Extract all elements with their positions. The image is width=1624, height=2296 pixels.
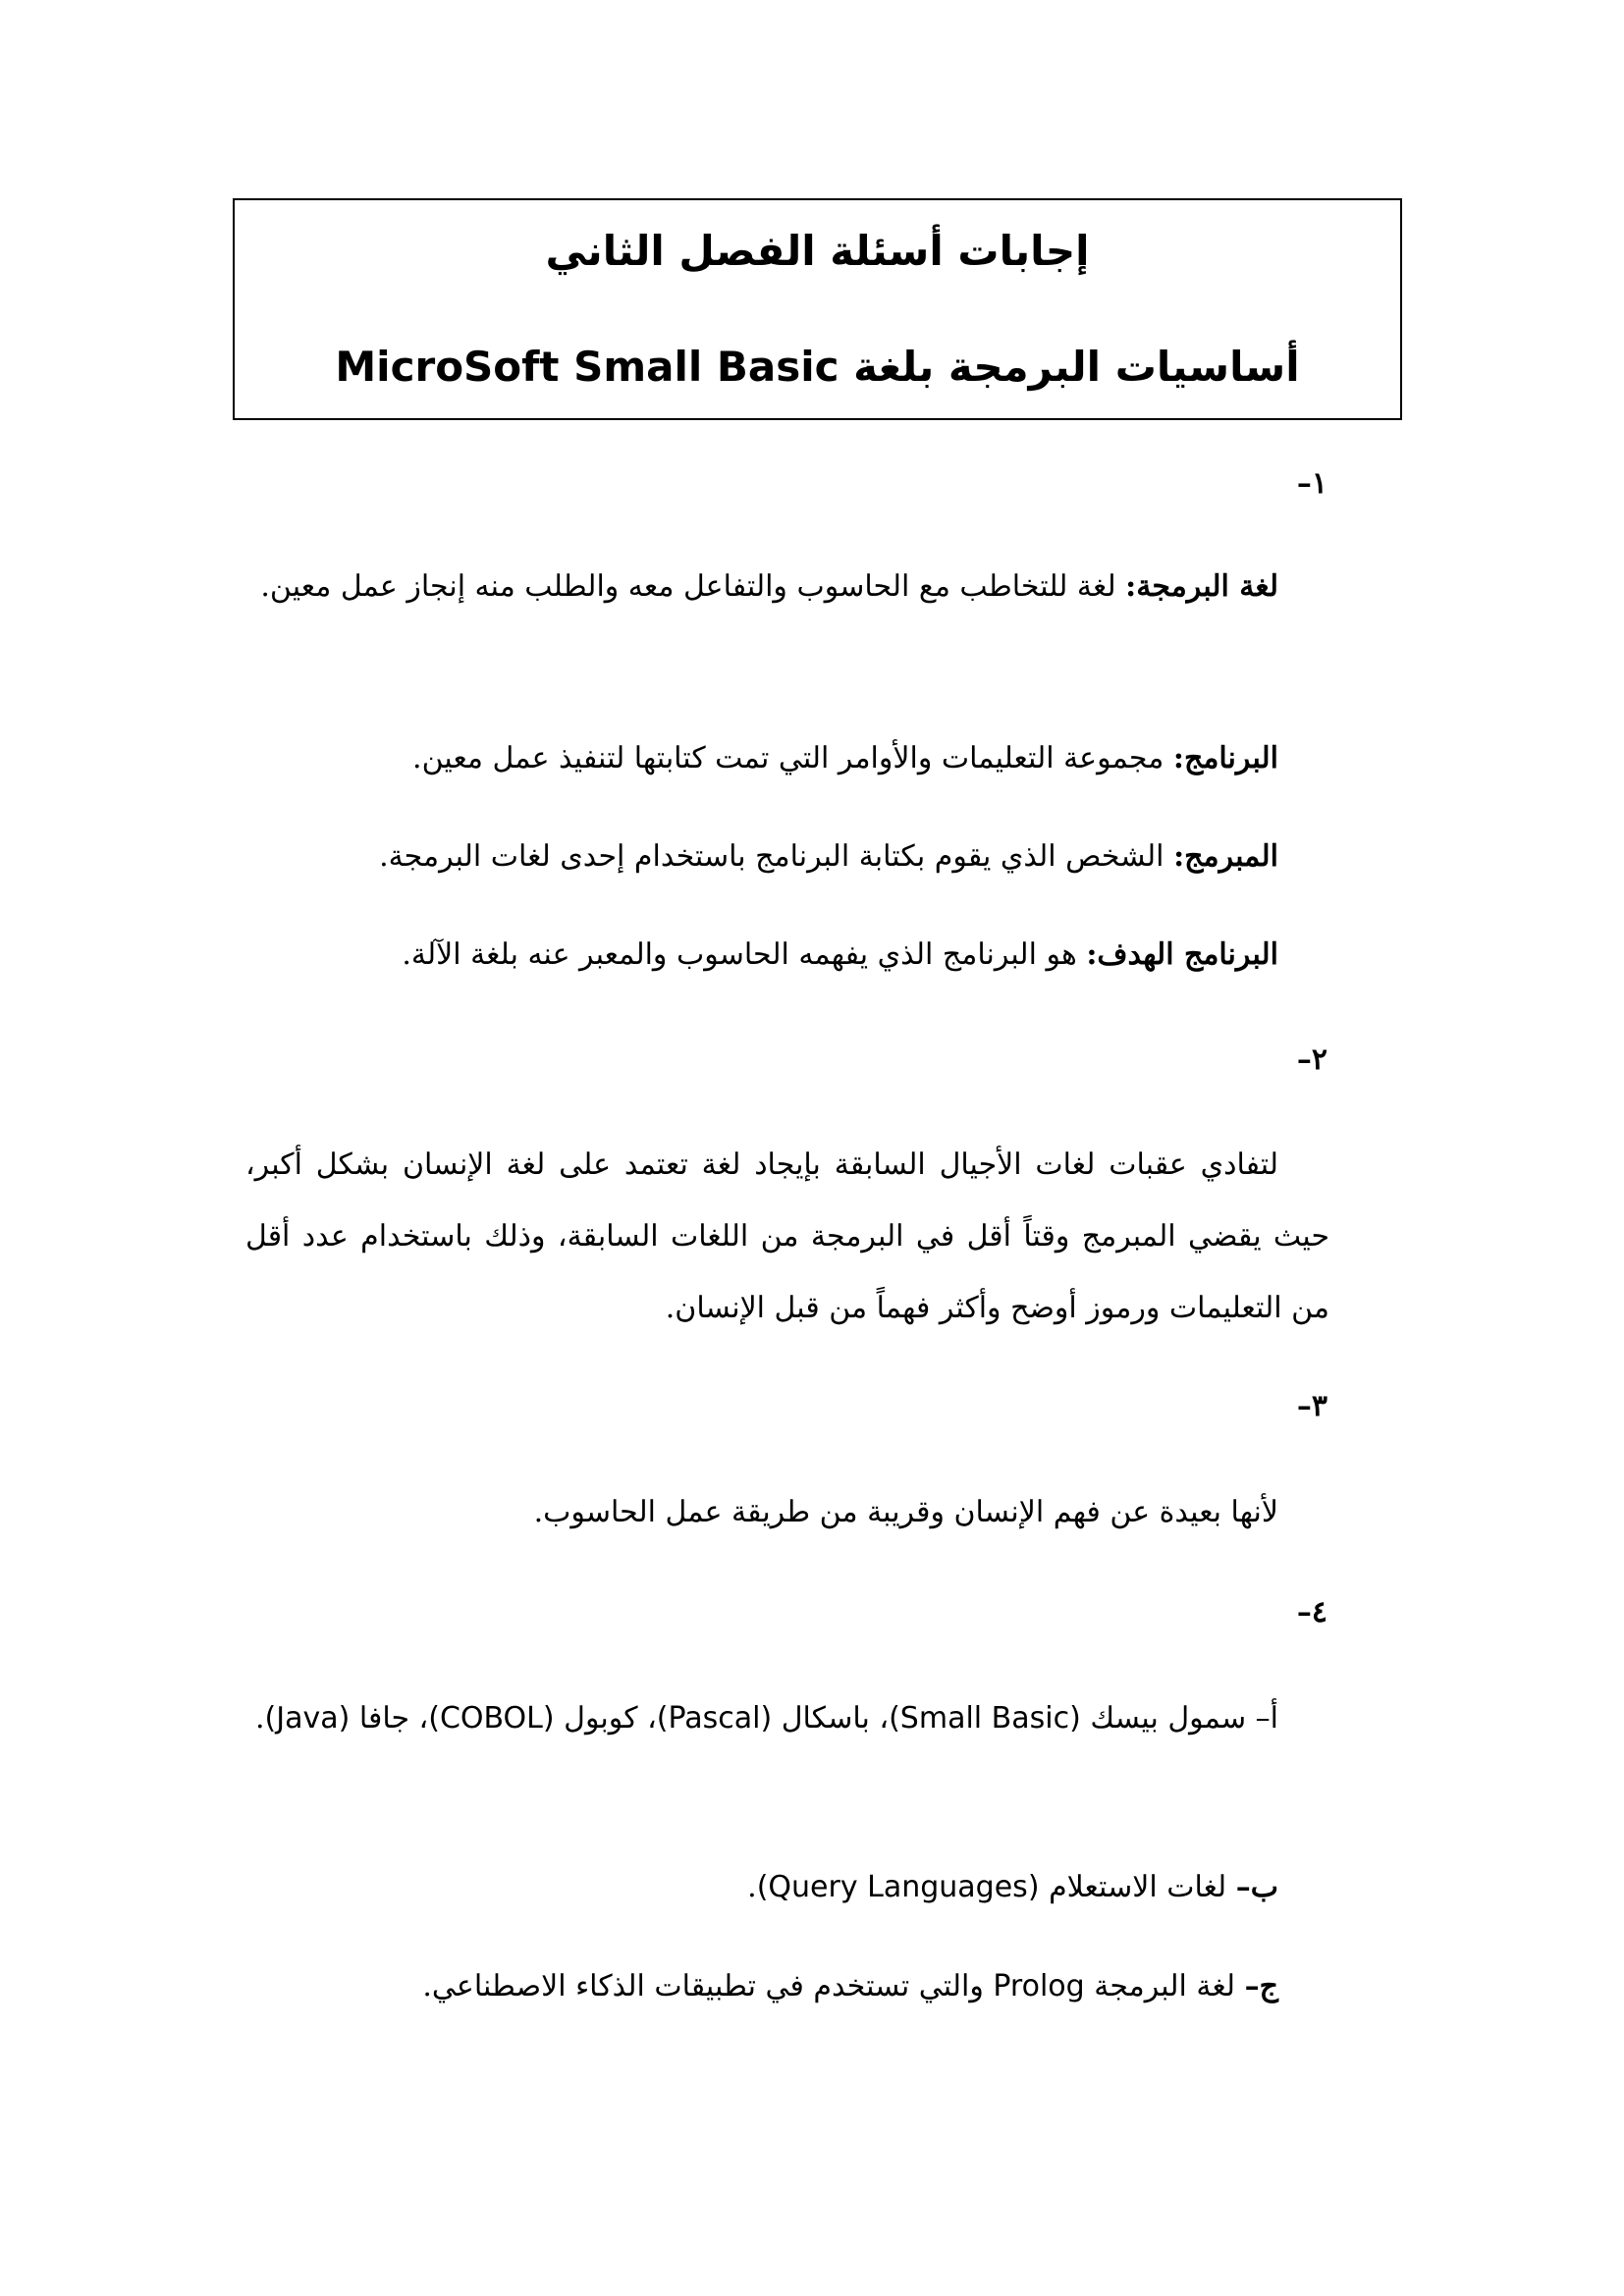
question-4-number: ٤–	[1296, 1595, 1327, 1629]
answer-a-text: سمول بيسك	[1090, 1701, 1247, 1735]
question-4-answer-b	[747, 1866, 1278, 1909]
question-2-number: ٢–	[1296, 1042, 1327, 1077]
answer-c-english: Prolog	[993, 1969, 1085, 2003]
answer-a-label: أ–	[1255, 1701, 1278, 1735]
question-3-answer: لأنها بعيدة عن فهم الإنسان وقريبة من طريقة عمل الحاسوب.	[533, 1495, 1278, 1529]
answer-c-text: لغة البرمجة	[1094, 1969, 1236, 2003]
term-program: البرنامج:	[1172, 741, 1278, 775]
subtitle-english: MicroSoft Small Basic	[335, 343, 839, 391]
question-1-number: ١–	[1296, 466, 1327, 501]
definition-programmer	[379, 835, 1278, 879]
answer-text: لتفادي عقبات لغات الأجيال السابقة بإيجاد لغة تعتمد على لغة الإنسان بشكل أكبر، حيث يقضي المبرمج وقتاً أقل في البرمجة من اللغات السابقة، وذلك باستخدام عدد أقل من التعليمات ورموز أوضح وأكثر فهماً من قبل الإنسان.	[245, 1148, 1329, 1325]
answer-b-text: .	[747, 1870, 757, 1904]
answer-a-english: (Java)	[264, 1701, 351, 1735]
title-box	[233, 198, 1402, 420]
chapter-title: إجابات أسئلة الفصل الثاني	[545, 227, 1090, 275]
chapter-subtitle	[235, 338, 1400, 397]
term-target-program: البرنامج الهدف:	[1086, 937, 1278, 972]
answer-a-english: (Pascal)	[656, 1701, 773, 1735]
answer-a-text: ، جافا	[358, 1701, 429, 1735]
question-2-answer	[245, 1129, 1329, 1344]
definition-programming-language	[245, 551, 1329, 622]
definition-text: لغة للتخاطب مع الحاسوب والتفاعل معه والطلب منه إنجاز عمل معين.	[260, 569, 1116, 604]
question-3-number: ٣–	[1296, 1389, 1327, 1423]
question-4-answer-c	[422, 1965, 1278, 2008]
answer-b-english: (Query Languages)	[756, 1870, 1040, 1904]
term-programmer: المبرمج:	[1173, 839, 1278, 874]
answer-c-label: ج–	[1244, 1969, 1278, 2003]
answer-a-english: (Small Basic)	[889, 1701, 1081, 1735]
definition-text: الشخص الذي يقوم بكتابة البرنامج باستخدام إحدى لغات البرمجة.	[379, 839, 1164, 874]
answer-a-text: .	[254, 1701, 265, 1735]
definition-text: مجموعة التعليمات والأوامر التي تمت كتابتها لتنفيذ عمل معين.	[412, 741, 1164, 775]
answer-a-text: ، كوبول	[564, 1701, 657, 1735]
answer-b-text: لغات الاستعلام	[1049, 1870, 1227, 1904]
definition-program	[412, 737, 1278, 780]
answer-a-english: (COBOL)	[428, 1701, 555, 1735]
answer-c-text: والتي تستخدم في تطبيقات الذكاء الاصطناعي.	[422, 1969, 984, 2003]
term-programming-language: لغة البرمجة:	[1125, 569, 1278, 604]
subtitle-arabic: أساسيات البرمجة بلغة	[853, 343, 1300, 391]
answer-a-text: ، باسكال	[781, 1701, 890, 1735]
answer-b-label: ب–	[1235, 1870, 1278, 1904]
question-4-answer-a	[245, 1682, 1329, 1754]
definition-text: هو البرنامج الذي يفهمه الحاسوب والمعبر عنه بلغة الآلة.	[402, 937, 1077, 972]
definition-target-program	[402, 934, 1278, 977]
